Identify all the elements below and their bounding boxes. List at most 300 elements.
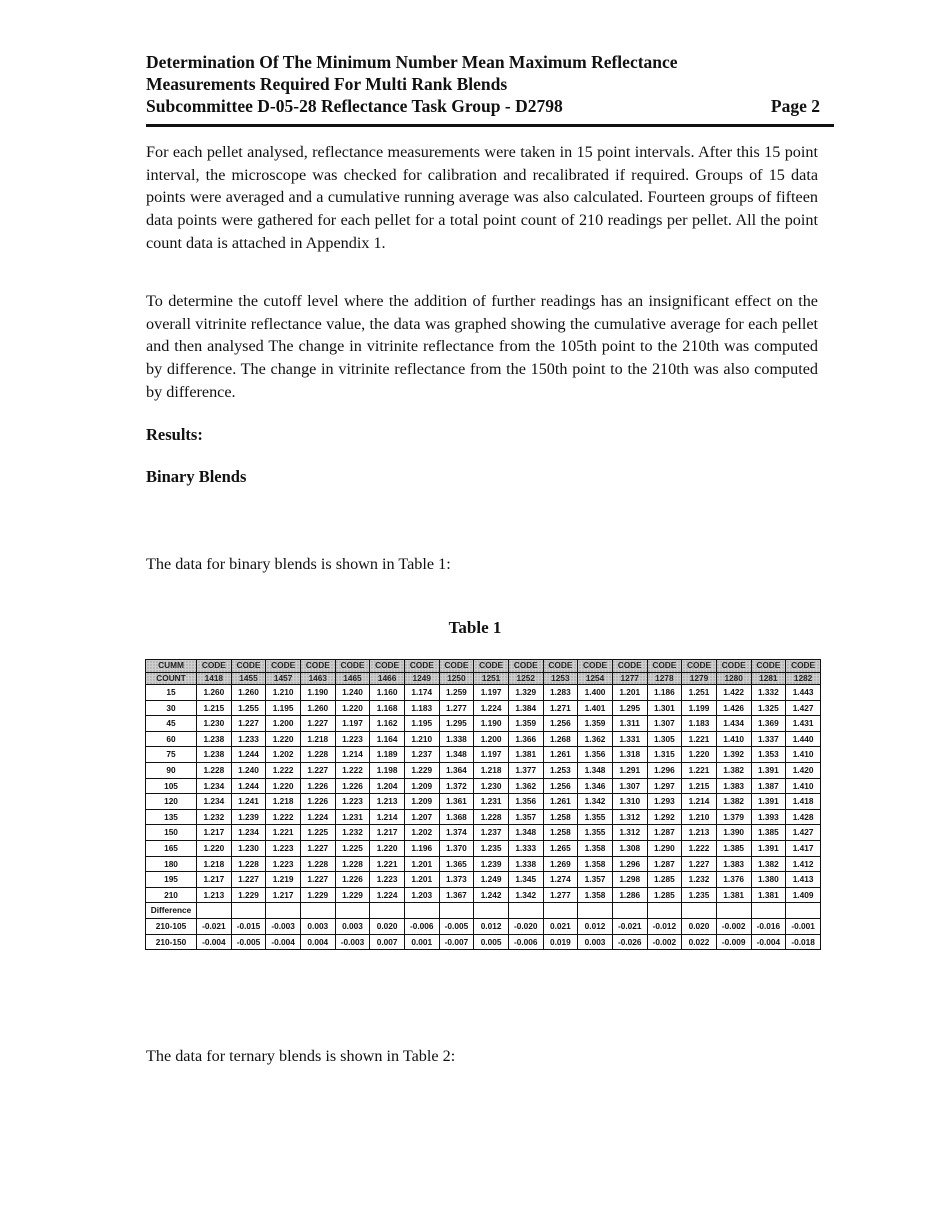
- table-cell: 1.197: [474, 747, 509, 763]
- table-cell: 1.261: [543, 794, 578, 810]
- table-cell: 1.356: [578, 747, 613, 763]
- table-cell: 1.214: [335, 747, 370, 763]
- column-header-code: CODE: [508, 660, 543, 673]
- table-row: [146, 872, 821, 888]
- table-cell: 1.369: [751, 716, 786, 732]
- table-cell: 1.238: [197, 747, 232, 763]
- column-header-code: 1252: [508, 672, 543, 685]
- table-cell: 1.229: [231, 887, 266, 903]
- header-subcommittee-line: Subcommittee D-05-28 Reflectance Task Group - D2798: [146, 96, 563, 116]
- table-cell: -0.005: [439, 918, 474, 934]
- table-cell: 1.401: [578, 700, 613, 716]
- table-cell: 1.368: [439, 809, 474, 825]
- table-cell: 1.346: [578, 778, 613, 794]
- table-cell: 1.225: [300, 825, 335, 841]
- table-cell: -0.002: [647, 934, 682, 950]
- table-cell: 1.238: [197, 731, 232, 747]
- table-cell: 1.209: [404, 794, 439, 810]
- table-cell: 1.434: [716, 716, 751, 732]
- column-header-code: 1457: [266, 672, 301, 685]
- table-cell: 1.223: [266, 840, 301, 856]
- table-cell: 1.285: [647, 887, 682, 903]
- table-cell: 1.381: [716, 887, 751, 903]
- table-cell: 1.413: [786, 872, 821, 888]
- table-cell: 1.190: [474, 716, 509, 732]
- table-cell: -0.021: [197, 918, 232, 934]
- table-row: [146, 747, 821, 763]
- table-cell: 1.219: [266, 872, 301, 888]
- table-cell: 1.226: [335, 872, 370, 888]
- table-cell: 1.285: [647, 872, 682, 888]
- table-cell: 1.223: [335, 794, 370, 810]
- table-header-top-row: [146, 660, 821, 673]
- table-cell: 1.253: [543, 762, 578, 778]
- table-cell: 1.227: [300, 716, 335, 732]
- header-title-line-1: Determination Of The Minimum Number Mean Maximum Reflectance: [146, 52, 678, 72]
- table-cell: 1.228: [231, 856, 266, 872]
- table-cell: [335, 903, 370, 919]
- table-cell: 1.207: [404, 809, 439, 825]
- table-cell: 1.239: [231, 809, 266, 825]
- table-cell: 1.412: [786, 856, 821, 872]
- table-header-bottom-row: [146, 672, 821, 685]
- paragraph-cutoff: To determine the cutoff level where the addition of further readings has an insignificant effect on the overall vitrinite reflectance value, the data was graphed showing the cumulative average for each pellet and then analysed The change in vitrinite reflectance from the 105th point to the 210th was computed by difference. The change in vitrinite reflectance from the 150th point to the 210th was also computed by difference.: [146, 292, 818, 401]
- table-cell: [439, 903, 474, 919]
- table-cell: 1.357: [508, 809, 543, 825]
- table-cell: 1.305: [647, 731, 682, 747]
- table-cell: -0.016: [751, 918, 786, 934]
- table-cell: 1.383: [716, 778, 751, 794]
- column-header-code: CODE: [300, 660, 335, 673]
- table-cell: [751, 903, 786, 919]
- table-cell: 1.213: [197, 887, 232, 903]
- table-cell: 1.381: [508, 747, 543, 763]
- table-cell: 1.291: [612, 762, 647, 778]
- table-cell: 1.384: [508, 700, 543, 716]
- table-cell: 1.210: [682, 809, 717, 825]
- table-cell: 1.199: [682, 700, 717, 716]
- table-cell: 1.227: [682, 856, 717, 872]
- table-row: [146, 700, 821, 716]
- table-cell: 1.358: [578, 887, 613, 903]
- table-cell: 1.229: [300, 887, 335, 903]
- column-header-code: CODE: [612, 660, 647, 673]
- row-label-cell: 15: [146, 685, 197, 701]
- table-cell: 1.244: [231, 747, 266, 763]
- column-header-code: 1281: [751, 672, 786, 685]
- paragraph-ternary-intro: The data for ternary blends is shown in Table 2:: [146, 1047, 456, 1065]
- table-cell: 1.218: [197, 856, 232, 872]
- table-cell: 1.201: [612, 685, 647, 701]
- table-cell: 1.223: [370, 872, 405, 888]
- table-cell: 1.233: [231, 731, 266, 747]
- table-cell: 1.213: [682, 825, 717, 841]
- table-cell: 1.338: [439, 731, 474, 747]
- table-row: [146, 887, 821, 903]
- table-cell: 1.325: [751, 700, 786, 716]
- column-header-code: 1249: [404, 672, 439, 685]
- table-cell: 1.359: [508, 716, 543, 732]
- column-header-code: CODE: [335, 660, 370, 673]
- table-cell: 1.230: [474, 778, 509, 794]
- table-cell: 1.290: [647, 840, 682, 856]
- table-cell: -0.004: [266, 934, 301, 950]
- row-label-cell: 30: [146, 700, 197, 716]
- table-cell: 1.342: [578, 794, 613, 810]
- table-cell: -0.012: [647, 918, 682, 934]
- table-cell: 1.426: [716, 700, 751, 716]
- column-header-label: CUMM: [146, 660, 197, 673]
- table-cell: 1.295: [439, 716, 474, 732]
- table-cell: 1.274: [543, 872, 578, 888]
- table-cell: 1.227: [300, 840, 335, 856]
- table-cell: 1.234: [197, 778, 232, 794]
- table-cell: 1.240: [335, 685, 370, 701]
- table-cell: 1.427: [786, 700, 821, 716]
- table-cell: 1.234: [231, 825, 266, 841]
- table-cell: 1.385: [716, 840, 751, 856]
- table-cell: 1.235: [682, 887, 717, 903]
- table-cell: 1.315: [647, 747, 682, 763]
- column-header-code: 1253: [543, 672, 578, 685]
- table-title: Table 1: [448, 618, 502, 637]
- table-cell: 1.377: [508, 762, 543, 778]
- column-header-code: CODE: [370, 660, 405, 673]
- table-cell: 1.221: [370, 856, 405, 872]
- table-cell: 1.214: [370, 809, 405, 825]
- table-cell: [647, 903, 682, 919]
- table-cell: 1.217: [197, 872, 232, 888]
- table-cell: [612, 903, 647, 919]
- table-cell: 1.417: [786, 840, 821, 856]
- table-cell: 1.307: [612, 778, 647, 794]
- table-cell: 1.234: [197, 794, 232, 810]
- table-cell: 1.372: [439, 778, 474, 794]
- table-cell: 1.293: [647, 794, 682, 810]
- table-cell: 1.256: [543, 716, 578, 732]
- table-cell: 1.221: [682, 731, 717, 747]
- row-label-cell: 105: [146, 778, 197, 794]
- table-cell: 0.001: [404, 934, 439, 950]
- column-header-code: 1282: [786, 672, 821, 685]
- table-cell: 1.260: [300, 700, 335, 716]
- table-cell: 1.183: [404, 700, 439, 716]
- table-cell: 1.214: [682, 794, 717, 810]
- table-cell: 1.224: [370, 887, 405, 903]
- table-row: [146, 934, 821, 950]
- table-cell: -0.003: [266, 918, 301, 934]
- table-cell: 1.367: [439, 887, 474, 903]
- table-cell: 1.196: [404, 840, 439, 856]
- table-cell: 1.298: [612, 872, 647, 888]
- table-cell: 1.296: [612, 856, 647, 872]
- table-cell: [786, 903, 821, 919]
- table-cell: [231, 903, 266, 919]
- table-cell: 1.162: [370, 716, 405, 732]
- table-cell: 1.292: [647, 809, 682, 825]
- table-cell: 1.160: [370, 685, 405, 701]
- table-cell: 1.265: [543, 840, 578, 856]
- column-header-code: CODE: [543, 660, 578, 673]
- table-cell: [300, 903, 335, 919]
- table-cell: 1.255: [231, 700, 266, 716]
- table-cell: 0.005: [474, 934, 509, 950]
- column-header-code: 1278: [647, 672, 682, 685]
- table-cell: 1.190: [300, 685, 335, 701]
- table-cell: 1.361: [439, 794, 474, 810]
- table-cell: 1.286: [612, 887, 647, 903]
- table-cell: 0.003: [335, 918, 370, 934]
- table-cell: 0.021: [543, 918, 578, 934]
- paragraph-binary-intro: The data for binary blends is shown in Table 1:: [146, 555, 451, 573]
- table-cell: 1.186: [647, 685, 682, 701]
- table-cell: 1.227: [300, 762, 335, 778]
- table-cell: 1.230: [197, 716, 232, 732]
- row-label-cell: 120: [146, 794, 197, 810]
- table-cell: 1.301: [647, 700, 682, 716]
- column-header-code: 1277: [612, 672, 647, 685]
- results-heading: Results:: [146, 425, 203, 444]
- table-cell: 0.019: [543, 934, 578, 950]
- table-cell: -0.020: [508, 918, 543, 934]
- table-cell: 1.359: [578, 716, 613, 732]
- table-cell: 1.164: [370, 731, 405, 747]
- table-cell: 1.225: [335, 840, 370, 856]
- row-label-cell: 210: [146, 887, 197, 903]
- row-label-cell: 45: [146, 716, 197, 732]
- row-label-cell: 75: [146, 747, 197, 763]
- table-cell: 1.355: [578, 825, 613, 841]
- table-cell: 1.366: [508, 731, 543, 747]
- table-cell: 1.174: [404, 685, 439, 701]
- row-label-cell: 195: [146, 872, 197, 888]
- column-header-code: CODE: [439, 660, 474, 673]
- table-cell: 1.345: [508, 872, 543, 888]
- column-header-code: CODE: [786, 660, 821, 673]
- table-cell: 1.215: [682, 778, 717, 794]
- table-cell: 0.012: [578, 918, 613, 934]
- column-header-code: 1418: [197, 672, 232, 685]
- table-cell: -0.006: [404, 918, 439, 934]
- table-cell: 1.220: [197, 840, 232, 856]
- table-cell: [474, 903, 509, 919]
- row-label-cell: 180: [146, 856, 197, 872]
- table-cell: 1.201: [404, 856, 439, 872]
- table-cell: 1.213: [370, 794, 405, 810]
- table-cell: 1.373: [439, 872, 474, 888]
- table-cell: 1.443: [786, 685, 821, 701]
- header-divider: [146, 124, 834, 127]
- table-cell: -0.003: [335, 934, 370, 950]
- table-cell: 1.410: [786, 778, 821, 794]
- table-row: [146, 685, 821, 701]
- table-cell: 1.287: [647, 856, 682, 872]
- binary-blends-heading: Binary Blends: [146, 467, 247, 486]
- column-header-code: 1279: [682, 672, 717, 685]
- table-cell: 1.223: [335, 731, 370, 747]
- table-cell: 1.232: [197, 809, 232, 825]
- table-row: [146, 716, 821, 732]
- table-cell: 1.297: [647, 778, 682, 794]
- page-number: Page 2: [770, 96, 820, 116]
- table-cell: 0.004: [300, 934, 335, 950]
- table-cell: 1.296: [647, 762, 682, 778]
- column-header-code: CODE: [647, 660, 682, 673]
- column-header-code: CODE: [231, 660, 266, 673]
- table-cell: -0.002: [716, 918, 751, 934]
- table-cell: 1.251: [682, 685, 717, 701]
- table-cell: 1.195: [266, 700, 301, 716]
- table-cell: 1.228: [197, 762, 232, 778]
- row-label-cell: 150: [146, 825, 197, 841]
- table-cell: 1.218: [300, 731, 335, 747]
- column-header-code: CODE: [474, 660, 509, 673]
- table-cell: [578, 903, 613, 919]
- table-cell: 1.240: [231, 762, 266, 778]
- table-cell: 1.287: [647, 825, 682, 841]
- table-cell: 1.333: [508, 840, 543, 856]
- table-cell: 1.232: [682, 872, 717, 888]
- table-cell: 1.379: [716, 809, 751, 825]
- table-cell: [370, 903, 405, 919]
- table-cell: 1.357: [578, 872, 613, 888]
- table-cell: 0.012: [474, 918, 509, 934]
- table-cell: 1.168: [370, 700, 405, 716]
- table-cell: 1.418: [786, 794, 821, 810]
- table-cell: 1.385: [751, 825, 786, 841]
- table-row: [146, 762, 821, 778]
- table-cell: 1.227: [231, 716, 266, 732]
- table-cell: 1.329: [508, 685, 543, 701]
- table-cell: 1.365: [439, 856, 474, 872]
- table-cell: 1.283: [543, 685, 578, 701]
- table-row: [146, 825, 821, 841]
- table-cell: 1.244: [231, 778, 266, 794]
- table-cell: 1.332: [751, 685, 786, 701]
- column-header-code: CODE: [197, 660, 232, 673]
- table-cell: 1.239: [474, 856, 509, 872]
- table-cell: [266, 903, 301, 919]
- table-cell: 1.310: [612, 794, 647, 810]
- table-cell: 1.203: [404, 887, 439, 903]
- table-cell: 1.427: [786, 825, 821, 841]
- row-label-cell: 60: [146, 731, 197, 747]
- table-cell: 1.231: [474, 794, 509, 810]
- table-cell: 1.229: [404, 762, 439, 778]
- table-cell: 1.226: [300, 794, 335, 810]
- column-header-code: CODE: [682, 660, 717, 673]
- table-cell: 0.003: [578, 934, 613, 950]
- column-header-code: 1455: [231, 672, 266, 685]
- table-cell: -0.021: [612, 918, 647, 934]
- table-cell: 1.348: [439, 747, 474, 763]
- table-cell: 1.242: [474, 887, 509, 903]
- table-cell: 1.241: [231, 794, 266, 810]
- table-cell: 1.197: [335, 716, 370, 732]
- table-cell: 1.370: [439, 840, 474, 856]
- table-cell: 1.383: [716, 856, 751, 872]
- table-cell: 1.220: [682, 747, 717, 763]
- table-cell: 1.217: [266, 887, 301, 903]
- table-cell: 1.224: [300, 809, 335, 825]
- table-row: [146, 794, 821, 810]
- table-cell: 1.382: [751, 856, 786, 872]
- column-header-code: 1463: [300, 672, 335, 685]
- table-cell: 1.227: [231, 872, 266, 888]
- table-cell: 1.220: [266, 731, 301, 747]
- table-cell: 1.220: [370, 840, 405, 856]
- row-label-cell: Difference: [146, 903, 197, 919]
- table-cell: 1.222: [266, 809, 301, 825]
- table-cell: 1.261: [543, 747, 578, 763]
- table-cell: 1.228: [300, 856, 335, 872]
- table-cell: 1.256: [543, 778, 578, 794]
- table-cell: 1.189: [370, 747, 405, 763]
- table-cell: 1.409: [786, 887, 821, 903]
- table-cell: 0.022: [682, 934, 717, 950]
- table-cell: 0.020: [370, 918, 405, 934]
- column-header-code: 1250: [439, 672, 474, 685]
- table-cell: 1.226: [300, 778, 335, 794]
- table-cell: 1.376: [716, 872, 751, 888]
- table-cell: [197, 903, 232, 919]
- table-cell: 1.387: [751, 778, 786, 794]
- table-cell: 1.348: [508, 825, 543, 841]
- table-cell: 1.220: [335, 700, 370, 716]
- table-cell: 1.249: [474, 872, 509, 888]
- table-cell: 1.232: [335, 825, 370, 841]
- table-cell: 1.228: [474, 809, 509, 825]
- column-header-code: 1466: [370, 672, 405, 685]
- table-cell: 0.020: [682, 918, 717, 934]
- table-cell: 1.393: [751, 809, 786, 825]
- table-row: [146, 731, 821, 747]
- table-cell: 1.364: [439, 762, 474, 778]
- table-cell: 1.222: [266, 762, 301, 778]
- table-cell: 1.231: [335, 809, 370, 825]
- table-cell: 1.237: [474, 825, 509, 841]
- table-cell: 1.228: [300, 747, 335, 763]
- table-cell: 1.342: [508, 887, 543, 903]
- column-header-label: COUNT: [146, 672, 197, 685]
- table-cell: 1.237: [404, 747, 439, 763]
- table-cell: 1.224: [474, 700, 509, 716]
- table-cell: 1.353: [751, 747, 786, 763]
- table-cell: [543, 903, 578, 919]
- table-cell: -0.004: [751, 934, 786, 950]
- row-label-cell: 210-150: [146, 934, 197, 950]
- table-cell: 1.356: [508, 794, 543, 810]
- table-cell: 1.229: [335, 887, 370, 903]
- table-cell: 1.318: [612, 747, 647, 763]
- column-header-code: CODE: [404, 660, 439, 673]
- table-cell: 1.271: [543, 700, 578, 716]
- table-cell: 1.218: [266, 794, 301, 810]
- table-cell: 1.201: [404, 872, 439, 888]
- table-cell: 1.362: [508, 778, 543, 794]
- table-cell: 1.195: [404, 716, 439, 732]
- table-cell: 1.235: [474, 840, 509, 856]
- table-cell: 1.311: [612, 716, 647, 732]
- table-cell: 1.374: [439, 825, 474, 841]
- table-cell: 1.337: [751, 731, 786, 747]
- table-row: [146, 918, 821, 934]
- table-cell: 1.259: [439, 685, 474, 701]
- table-cell: 1.392: [716, 747, 751, 763]
- table-cell: 1.268: [543, 731, 578, 747]
- table-row: [146, 840, 821, 856]
- table-cell: 1.358: [578, 856, 613, 872]
